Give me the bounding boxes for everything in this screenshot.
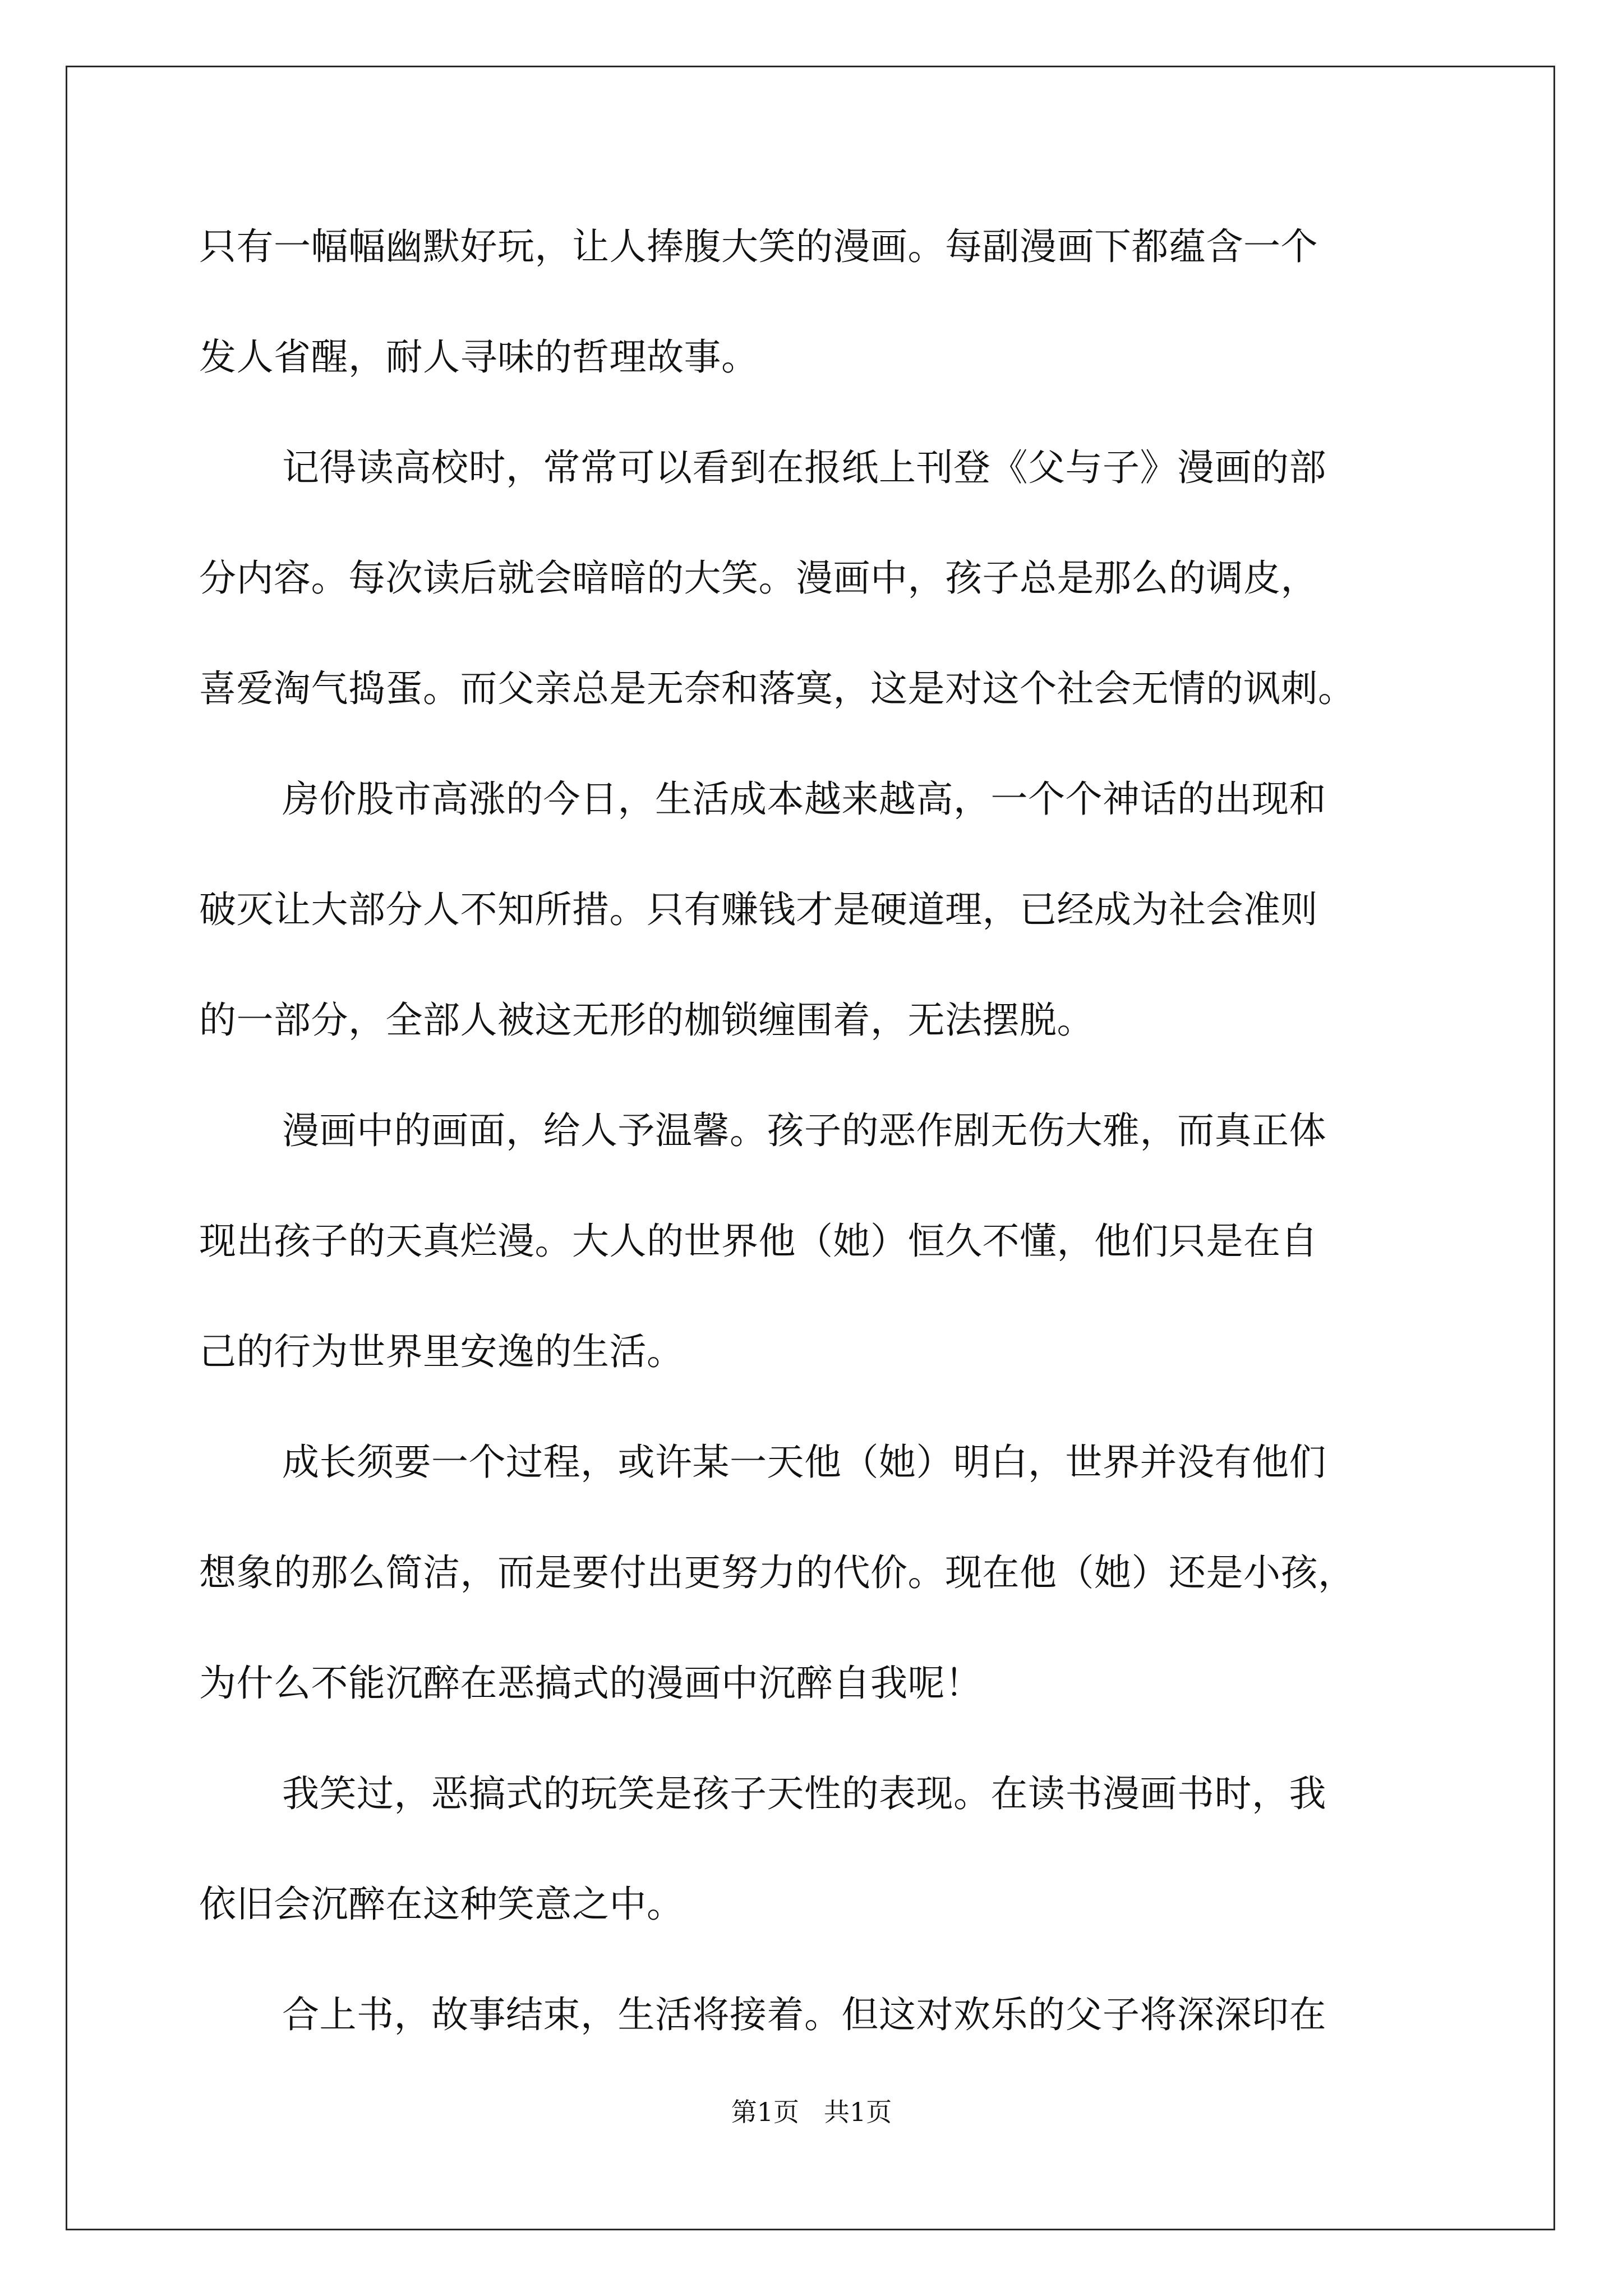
text-line: 的一部分，全部人被这无形的枷锁缠围着，无法摆脱。 xyxy=(199,999,1094,1042)
text-line: 发人省醒，耐人寻味的哲理故事。 xyxy=(199,335,759,379)
text-line: 只有一幅幅幽默好玩，让人捧腹大笑的漫画。每副漫画下都蕴含一个 xyxy=(199,225,1318,268)
text-line: 破灭让大部分人不知所措。只有赚钱才是硬道理，已经成为社会准则 xyxy=(199,888,1318,931)
footer-separator xyxy=(799,2097,824,2127)
text-line: 想象的那么简洁，而是要付出更努力的代价。现在他（她）还是小孩， xyxy=(199,1551,1355,1594)
text-line: 房价股市高涨的今日，生活成本越来越高，一个个神话的出现和 xyxy=(282,777,1326,821)
document-body xyxy=(199,213,1433,2092)
text-line: 分内容。每次读后就会暗暗的大笑。漫画中，孩子总是那么的调皮， xyxy=(199,556,1318,600)
text-line: 漫画中的画面，给人予温馨。孩子的恶作剧无伤大雅，而真正体 xyxy=(282,1109,1326,1152)
text-line: 记得读高校时，常常可以看到在报纸上刊登《父与子》漫画的部 xyxy=(282,446,1326,489)
text-line: 依旧会沉醉在这种笑意之中。 xyxy=(199,1883,684,1926)
text-line: 合上书，故事结束，生活将接着。但这对欢乐的父子将深深印在 xyxy=(282,1993,1326,2036)
text-line: 己的行为世界里安逸的生活。 xyxy=(199,1330,684,1373)
text-line: 为什么不能沉醉在恶搞式的漫画中沉醉自我呢！ xyxy=(199,1662,983,1705)
text-line: 现出孩子的天真烂漫。大人的世界他（她）恒久不懂，他们只是在自 xyxy=(199,1220,1318,1263)
page-total: 共1页 xyxy=(823,2097,892,2127)
text-line: 我笑过，恶搞式的玩笑是孩子天性的表现。在读书漫画书时，我 xyxy=(282,1772,1326,1815)
page-number: 第1页 xyxy=(731,2097,800,2127)
text-line: 喜爱淘气捣蛋。而父亲总是无奈和落寞，这是对这个社会无情的讽刺。 xyxy=(199,667,1355,710)
page-footer xyxy=(0,2095,1623,2129)
text-line: 成长须要一个过程，或许某一天他（她）明白，世界并没有他们 xyxy=(282,1441,1326,1484)
